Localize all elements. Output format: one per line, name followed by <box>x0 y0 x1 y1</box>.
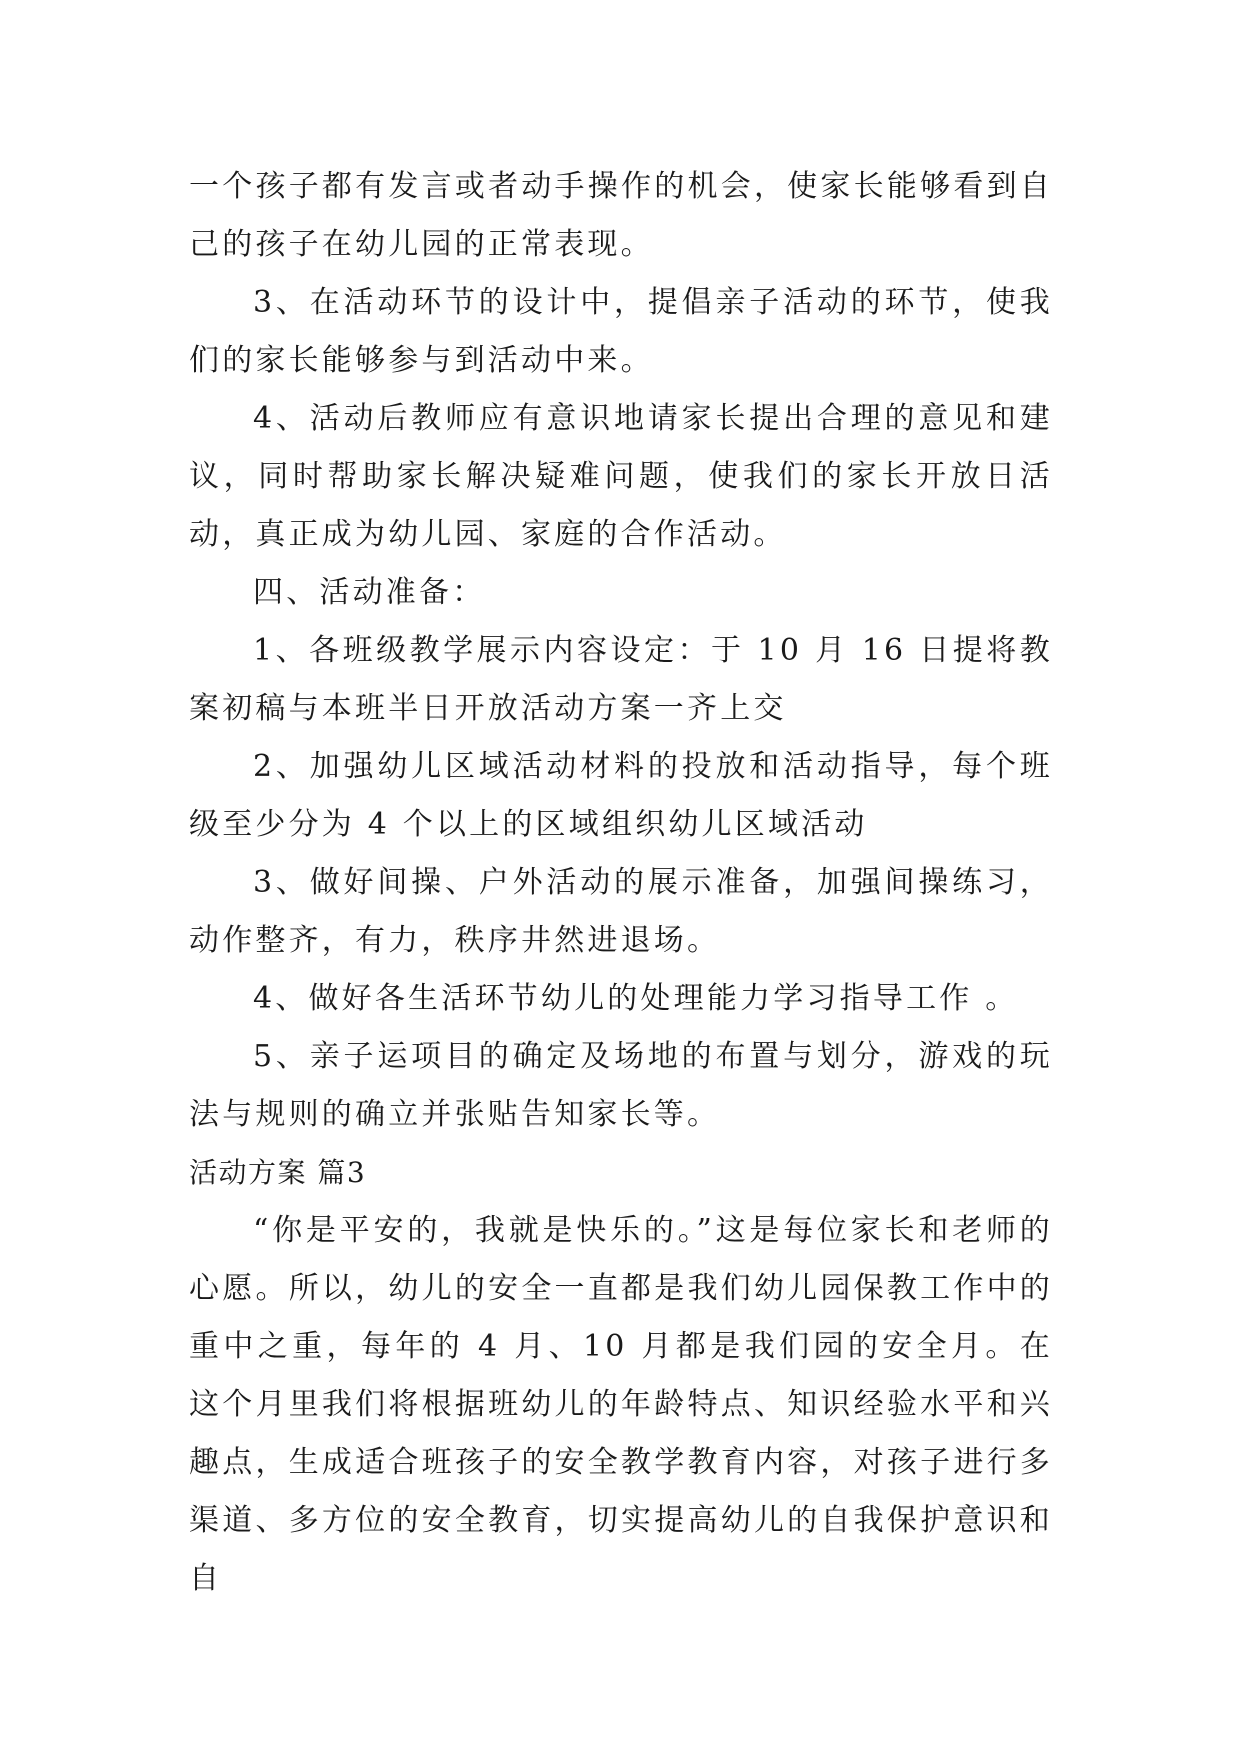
paragraph-prep-2: 2、加强幼儿区域活动材料的投放和活动指导，每个班级至少分为 4 个以上的区域组织幼儿区域活动 <box>189 749 1053 842</box>
paragraph-item-4-feedback: 4、活动后教师应有意识地请家长提出合理的意见和建议，同时帮助家长解决疑难问题，使我们的家长开放日活动，真正成为幼儿园、家庭的合作活动。 <box>189 401 1053 552</box>
paragraph-prep-4: 4、做好各生活环节幼儿的处理能力学习指导工作 。 <box>253 981 1019 1016</box>
paragraph-heading-preparation: 四、活动准备： <box>253 575 486 610</box>
document-body <box>189 158 1053 1608</box>
section-heading: 活动方案 篇3 <box>189 1156 367 1189</box>
section-intro-paragraph: “你是平安的，我就是快乐的。”这是每位家长和老师的心愿。所以，幼儿的安全一直都是我们幼儿园保教工作中的重中之重，每年的 4 月、10 月都是我们园的安全月。在这个月里我们将根据班幼儿的年龄特点、知识经验水平和兴趣点，生成适合班孩子的安全教学教育内容，对孩子进行多渠道、多方位的安全教育，切实提高幼儿的自我保护意识和自 <box>189 1213 1053 1596</box>
paragraph-prep-3: 3、做好间操、户外活动的展示准备，加强间操练习，动作整齐，有力，秩序井然进退场。 <box>189 865 1053 958</box>
paragraph-item-3-design: 3、在活动环节的设计中，提倡亲子活动的环节，使我们的家长能够参与到活动中来。 <box>189 285 1053 378</box>
paragraph-prep-5: 5、亲子运项目的确定及场地的布置与划分，游戏的玩法与规则的确立并张贴告知家长等。 <box>189 1039 1053 1132</box>
paragraph-continuation: 一个孩子都有发言或者动手操作的机会，使家长能够看到自己的孩子在幼儿园的正常表现。 <box>189 169 1053 262</box>
paragraph-prep-1: 1、各班级教学展示内容设定：于 10 月 16 日提将教案初稿与本班半日开放活动方案一齐上交 <box>189 633 1053 726</box>
